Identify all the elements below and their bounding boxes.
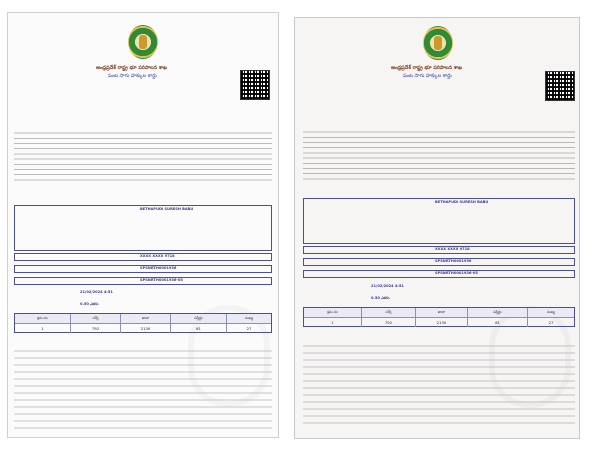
holder-details-box	[303, 198, 575, 244]
table-cell: 61	[171, 323, 227, 333]
detail-value-1: XXXX XXXX 9718	[435, 247, 470, 251]
holder-details-box	[14, 205, 272, 251]
table-cell: 1	[304, 317, 362, 327]
land-table	[303, 307, 575, 327]
area-value: 0.50 ఎకరం	[371, 296, 390, 300]
detail-value-1: XXXX XXXX 9718	[140, 254, 175, 258]
table-header: క్రమ సం	[15, 314, 71, 323]
table-cell: 2130	[121, 323, 171, 333]
notes-paragraph	[14, 349, 272, 433]
table-cell: 61	[468, 317, 528, 327]
area-value: 0.50 ఎకరం	[80, 302, 99, 306]
table-cell: 27	[528, 317, 574, 327]
land-table	[14, 313, 272, 333]
table-header: సంఖ్య	[227, 314, 271, 323]
header-title: ఆంధ్రప్రదేశ్ రాష్ట్ర భూ పరిపాలన శాఖ	[96, 65, 167, 71]
document-card-right	[294, 17, 580, 439]
issue-date: 21/02/2024 4:51	[80, 290, 113, 294]
header-title: ఆంధ్రప్రదేశ్ రాష్ట్ర భూ పరిపాలన శాఖ	[391, 65, 462, 71]
header-subtitle: పంట సాగు హక్కుల కార్డు	[108, 73, 157, 79]
notes-paragraph	[303, 344, 575, 428]
detail-value-3: SPSNRTH0001936-05	[140, 278, 183, 282]
table-header: ఖాతా	[416, 308, 468, 317]
header-subtitle: పంట సాగు హక్కుల కార్డు	[403, 73, 452, 79]
intro-paragraph	[303, 130, 575, 182]
table-header: విస్తీర్ణం	[171, 314, 227, 323]
table-header: సర్వే	[71, 314, 121, 323]
table-cell: 792	[71, 323, 121, 333]
table-cell: 27	[227, 323, 271, 333]
state-emblem-icon	[128, 25, 158, 59]
qr-code-icon	[240, 70, 270, 100]
qr-code-icon	[545, 71, 575, 101]
holder-name: BETHAPUDI SURESH BABU	[140, 207, 194, 211]
detail-value-2: SPSNRTH0001936	[140, 266, 177, 270]
holder-name: BETHAPUDI SURESH BABU	[435, 200, 489, 204]
table-header: సంఖ్య	[528, 308, 574, 317]
issue-date: 21/02/2024 4:51	[371, 284, 404, 288]
detail-value-2: SPSNRTH0001936	[435, 259, 472, 263]
table-cell: 1	[15, 323, 71, 333]
intro-paragraph	[14, 131, 272, 183]
table-header: ఖాతా	[121, 314, 171, 323]
table-header: సర్వే	[362, 308, 416, 317]
detail-value-3: SPSNRTH0001936-05	[435, 271, 478, 275]
table-header: క్రమ సం	[304, 308, 362, 317]
document-card-left	[7, 12, 279, 438]
table-header: విస్తీర్ణం	[468, 308, 528, 317]
table-cell: 2130	[416, 317, 468, 327]
table-cell: 792	[362, 317, 416, 327]
state-emblem-icon	[423, 26, 453, 60]
